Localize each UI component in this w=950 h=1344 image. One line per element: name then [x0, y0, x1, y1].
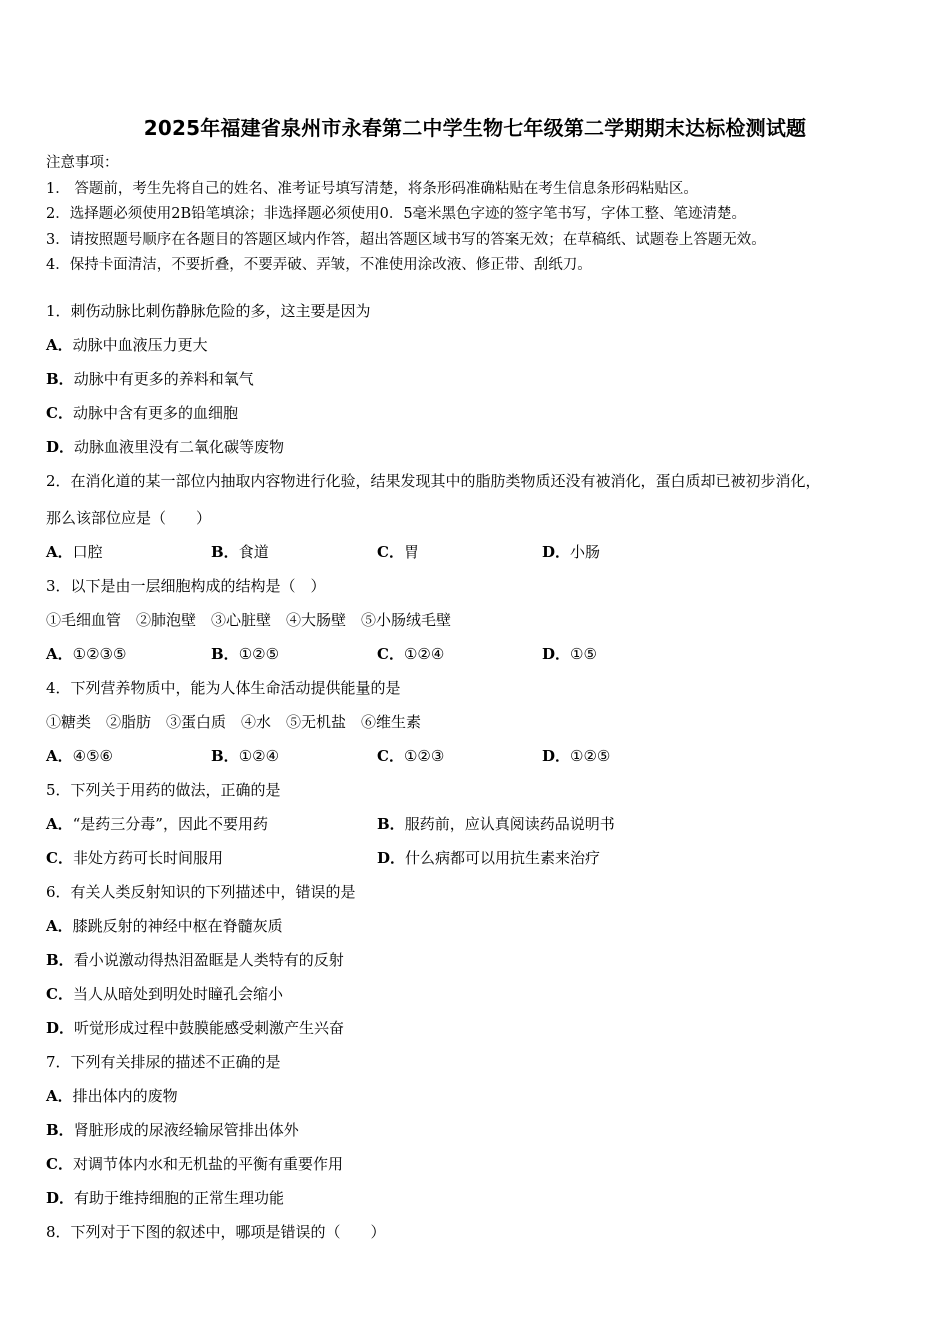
question-8-stem: 8．下列对于下图的叙述中，哪项是错误的（ ）	[46, 1223, 386, 1241]
question-2-option-c	[377, 542, 419, 562]
option-label: A．	[46, 917, 73, 935]
question-7-option-c	[46, 1154, 343, 1174]
option-text: ①⑤	[570, 645, 597, 663]
option-text: 胃	[403, 543, 419, 561]
question-7-option-d	[46, 1188, 284, 1208]
question-3-option-b	[211, 644, 279, 664]
question-2-option-b	[211, 542, 269, 562]
question-1-option-d	[46, 437, 284, 457]
option-label: B．	[46, 1121, 74, 1139]
option-label: C．	[377, 747, 404, 765]
notes-section	[46, 151, 766, 279]
question-6-option-b	[46, 950, 344, 970]
question-7-option-a	[46, 1086, 178, 1106]
option-label: B．	[46, 370, 74, 388]
option-text: 听觉形成过程中鼓膜能感受刺激产生兴奋	[74, 1019, 345, 1037]
option-label: B．	[46, 951, 74, 969]
note-item: 2．选择题必须使用2B铅笔填涂；非选择题必须使用0．5毫米黑色字迹的签字笔书写，字体工整、笔迹清楚。	[46, 206, 747, 222]
question-1-option-a	[46, 335, 208, 355]
option-label: A．	[46, 815, 73, 833]
note-item: 1． 答题前，考生先将自己的姓名、准考证号填写清楚，将条形码准确粘贴在考生信息条形码粘贴区。	[46, 180, 698, 197]
option-label: A．	[46, 645, 73, 663]
question-4-option-a	[46, 746, 113, 766]
option-text: 动脉中有更多的养料和氧气	[73, 370, 254, 388]
option-label: D．	[542, 645, 571, 663]
question-3-stem: 3．以下是由一层细胞构成的结构是（ ）	[46, 577, 326, 595]
question-5-stem: 5．下列关于用药的做法，正确的是	[46, 781, 281, 799]
option-text: 动脉中血液压力更大	[72, 336, 208, 354]
question-2-stem-cont: 那么该部位应是（ ）	[46, 509, 212, 527]
question-2-option-d	[542, 542, 600, 562]
option-text: 口腔	[72, 543, 103, 561]
question-5-option-d	[377, 848, 600, 868]
question-1-option-b	[46, 369, 254, 389]
option-label: A．	[46, 543, 73, 561]
question-3-option-d	[542, 644, 597, 664]
question-2-option-a	[46, 542, 103, 562]
option-text: 有助于维持细胞的正常生理功能	[74, 1189, 285, 1207]
question-4-stem: 4．下列营养物质中，能为人体生命活动提供能量的是	[46, 679, 401, 697]
page-title: 2025年福建省泉州市永春第二中学生物七年级第二学期期末达标检测试题	[143, 116, 807, 140]
question-7-stem: 7．下列有关排尿的描述不正确的是	[46, 1053, 281, 1071]
option-text: 排出体内的废物	[72, 1087, 178, 1105]
option-label: D．	[46, 438, 75, 456]
question-1-stem: 1．刺伤动脉比刺伤静脉危险的多，这主要是因为	[46, 302, 371, 320]
option-text: 服药前，应认真阅读药品说明书	[404, 815, 615, 833]
option-text: ①②③⑤	[72, 645, 127, 663]
option-label: A．	[46, 747, 73, 765]
option-label: C．	[46, 404, 73, 422]
option-text: ①②⑤	[570, 747, 611, 765]
question-4-items: ①糖类 ②脂肪 ③蛋白质 ④水 ⑤无机盐 ⑥维生素	[46, 713, 422, 731]
question-6-stem: 6．有关人类反射知识的下列描述中，错误的是	[46, 883, 356, 901]
option-text: 动脉血液里没有二氧化碳等废物	[74, 438, 285, 456]
option-label: A．	[46, 1087, 73, 1105]
question-4-option-b	[211, 746, 279, 766]
question-2-stem: 2．在消化道的某一部位内抽取内容物进行化验，结果发现其中的脂肪类物质还没有被消化，蛋白质却已被初步消化，	[46, 472, 821, 490]
option-label: D．	[46, 1189, 75, 1207]
option-label: C．	[46, 1155, 73, 1173]
option-label: B．	[211, 645, 239, 663]
option-label: B．	[211, 747, 239, 765]
option-label: A．	[46, 336, 73, 354]
note-item: 3．请按照题号顺序在各题目的答题区域内作答，超出答题区域书写的答案无效；在草稿纸、试题卷上答题无效。	[46, 231, 766, 248]
option-text: “是药三分毒”，因此不要用药	[72, 815, 268, 833]
option-label: D．	[46, 1019, 75, 1037]
question-6-option-a	[46, 916, 283, 936]
option-text: 小肠	[570, 543, 601, 561]
option-text: ①②③	[403, 747, 445, 765]
question-7-option-b	[46, 1120, 299, 1140]
option-text: 膝跳反射的神经中枢在脊髓灰质	[72, 917, 283, 935]
option-text: 肾脏形成的尿液经输尿管排出体外	[73, 1121, 299, 1139]
question-3-option-a	[46, 644, 126, 664]
option-text: ①②④	[403, 645, 445, 663]
option-text: 食道	[238, 543, 269, 561]
option-label: B．	[211, 543, 239, 561]
question-5-option-b	[377, 814, 615, 834]
option-text: 什么病都可以用抗生素来治疗	[405, 849, 601, 867]
question-4-option-c	[377, 746, 444, 766]
option-text: 动脉中含有更多的血细胞	[72, 404, 238, 422]
option-text: 当人从暗处到明处时瞳孔会缩小	[72, 985, 283, 1003]
option-label: C．	[377, 645, 404, 663]
option-text: ①②④	[238, 747, 280, 765]
option-label: D．	[542, 747, 571, 765]
question-5-option-a	[46, 814, 268, 834]
option-text: 对调节体内水和无机盐的平衡有重要作用	[72, 1155, 343, 1173]
question-6-option-d	[46, 1018, 344, 1038]
question-6-option-c	[46, 984, 283, 1004]
question-3-option-c	[377, 644, 444, 664]
option-text: 看小说激动得热泪盈眶是人类特有的反射	[73, 951, 344, 969]
question-1-option-c	[46, 403, 238, 423]
notes-heading: 注意事项：	[46, 155, 119, 171]
option-label: D．	[377, 849, 406, 867]
option-text: ④⑤⑥	[72, 747, 113, 765]
question-4-option-d	[542, 746, 610, 766]
option-label: C．	[377, 543, 404, 561]
option-text: 非处方药可长时间服用	[72, 849, 223, 867]
option-label: D．	[542, 543, 571, 561]
question-5-option-c	[46, 848, 223, 868]
option-label: C．	[46, 849, 73, 867]
note-item: 4．保持卡面清洁，不要折叠，不要弄破、弄皱，不准使用涂改液、修正带、刮纸刀。	[46, 257, 592, 273]
option-label: B．	[377, 815, 405, 833]
option-text: ①②⑤	[238, 645, 280, 663]
option-label: C．	[46, 985, 73, 1003]
question-3-items: ①毛细血管 ②肺泡壁 ③心脏壁 ④大肠壁 ⑤小肠绒毛壁	[46, 611, 452, 629]
